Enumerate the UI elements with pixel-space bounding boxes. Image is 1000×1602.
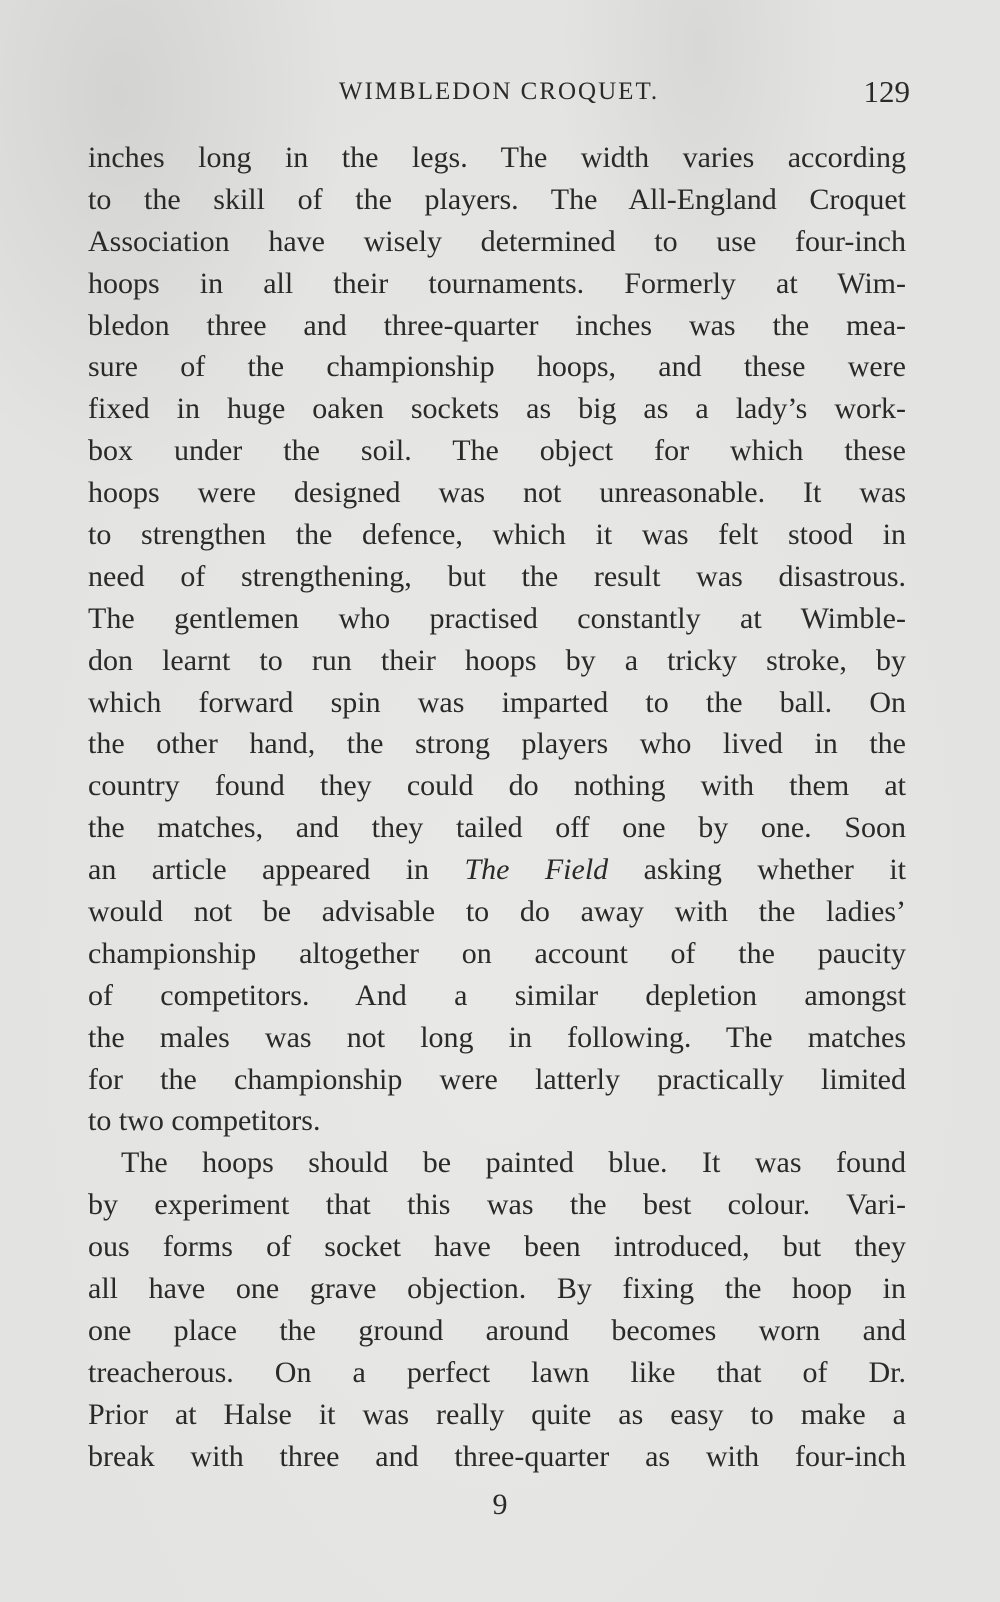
text-line: fixed in huge oaken sockets as big as a lady’s work- <box>88 392 906 426</box>
text-line: need of strengthening, but the result was disastrous. <box>88 559 906 593</box>
text-line: sure of the championship hoops, and these were <box>88 350 906 384</box>
running-title: WIMBLEDON CROQUET. <box>338 78 660 105</box>
text-line: don learnt to run their hoops by a tricky stroke, by <box>88 643 906 677</box>
text-line: the other hand, the strong players who lived in the <box>88 727 906 761</box>
text-line: the males was not long in following. The matches <box>88 1020 906 1054</box>
text-line: hoops were designed was not unreasonable. It was <box>88 476 906 510</box>
text-line: to the skill of the players. The All-England Croquet <box>88 182 906 216</box>
text-line: hoops in all their tournaments. Formerly at Wim- <box>88 266 906 300</box>
text-line: championship altogether on account of the paucity <box>88 936 906 970</box>
running-head <box>88 74 910 114</box>
text-line: Association have wisely determined to use four-inch <box>88 224 906 258</box>
text-line: The gentlemen who practised constantly at Wimble- <box>88 601 906 635</box>
body-text <box>88 137 906 1478</box>
text-line: break with three and three-quarter as with four-inch <box>88 1439 906 1473</box>
periodical-title: The Field <box>464 853 609 887</box>
text-line: bledon three and three-quarter inches was the mea- <box>88 308 906 342</box>
text-line: box under the soil. The object for which these <box>88 434 906 468</box>
signature-mark: 9 <box>492 1488 508 1521</box>
line-text: asking whether it <box>608 853 906 887</box>
line-text: an article appeared in <box>88 853 465 887</box>
paragraph-start-line: The hoops should be painted blue. It was found <box>121 1146 906 1180</box>
text-line: to strengthen the defence, which it was felt stood in <box>88 518 906 552</box>
text-line: one place the ground around becomes worn and <box>88 1313 906 1347</box>
text-line: would not be advisable to do away with the ladies’ <box>88 895 906 929</box>
text-line: by experiment that this was the best colour. Vari- <box>88 1188 906 1222</box>
text-line: all have one grave objection. By fixing the hoop in <box>88 1272 906 1306</box>
text-line: inches long in the legs. The width varies according <box>88 141 906 174</box>
paragraph-end-line: to two competitors. <box>88 1104 321 1138</box>
text-line: ous forms of socket have been introduced, but they <box>88 1230 906 1264</box>
text-line: of competitors. And a similar depletion amongst <box>88 978 906 1012</box>
text-line: the matches, and they tailed off one by one. Soon <box>88 811 906 845</box>
text-line: country found they could do nothing with them at <box>88 769 906 803</box>
text-line: treacherous. On a perfect lawn like that of Dr. <box>88 1355 906 1389</box>
text-line: Prior at Halse it was really quite as easy to make a <box>88 1397 906 1431</box>
page-number: 129 <box>863 74 910 109</box>
text-line: which forward spin was imparted to the ball. On <box>88 685 906 719</box>
text-line: for the championship were latterly practically limited <box>88 1062 906 1096</box>
text-line-with-title <box>88 849 906 891</box>
